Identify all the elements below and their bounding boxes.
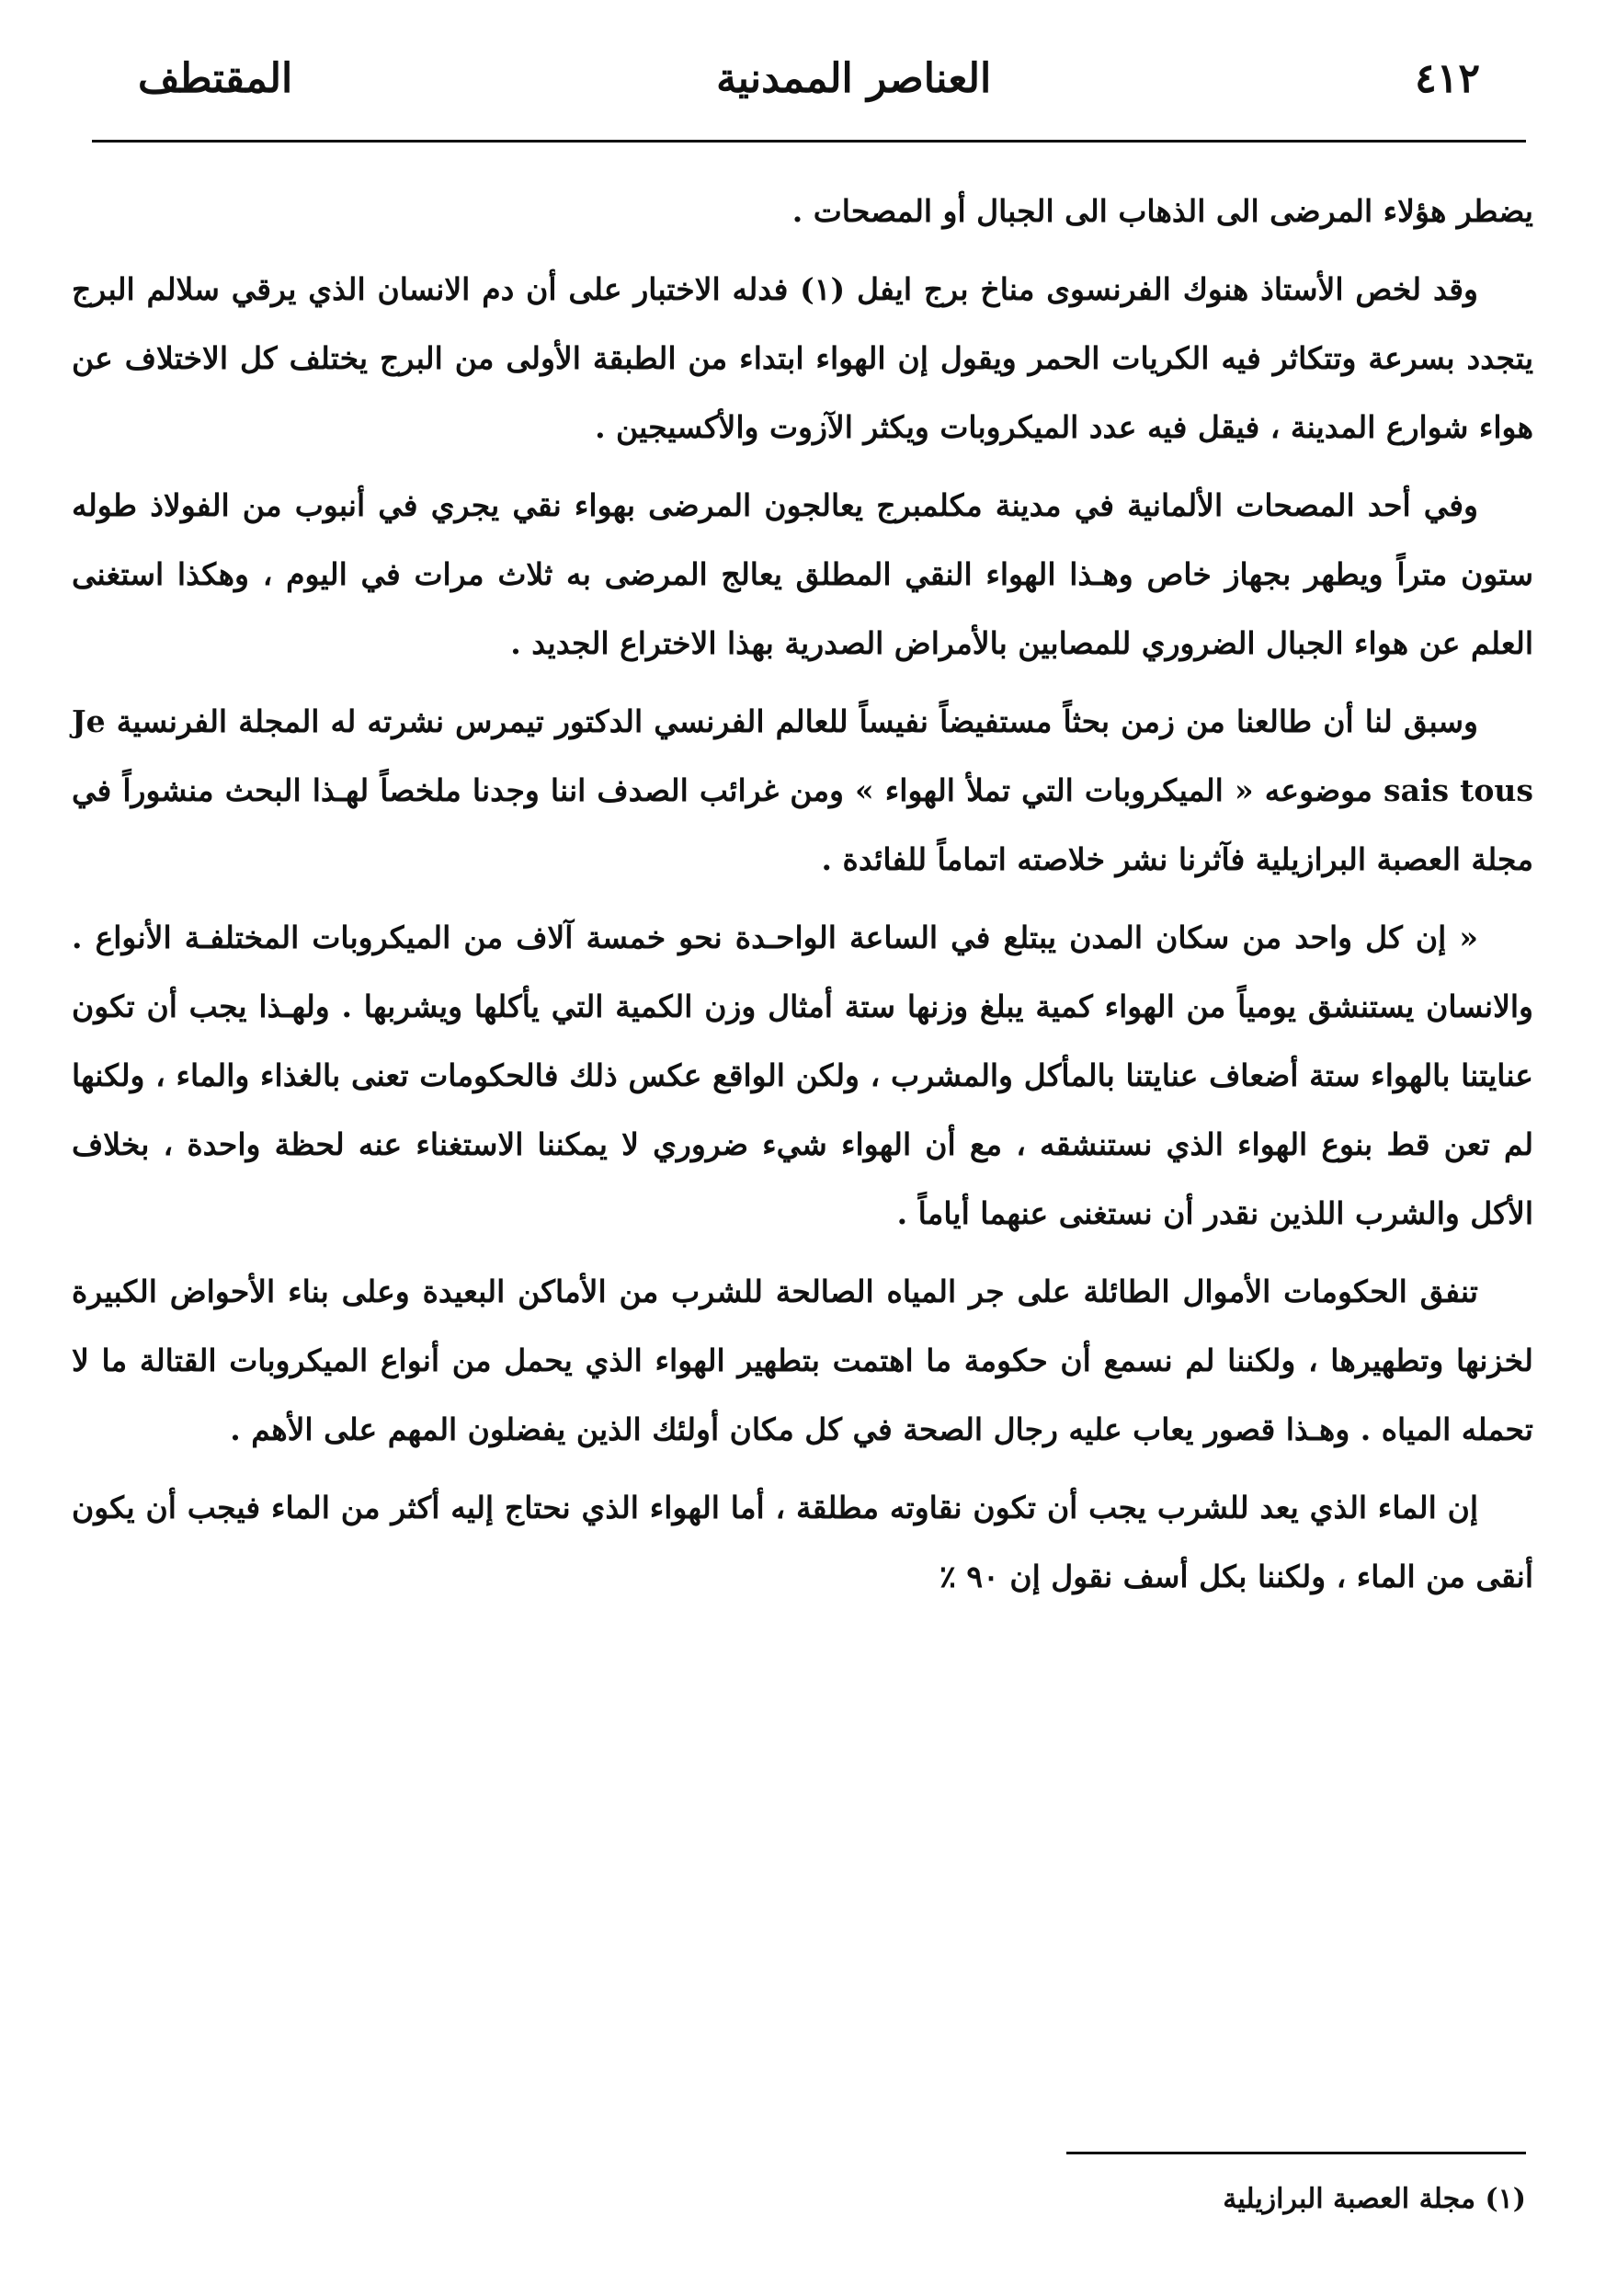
body-text [72,177,1533,1620]
paragraph-1: يضطر هؤلاء المرضى الى الذهاب الى الجبال أو المصحات . [791,193,1533,229]
header-divider [92,140,1526,143]
paragraph-6: تنفق الحكومات الأموال الطائلة على جر المياه الصالحة للشرب من الأماكن البعيدة وعلى بناء الأحواض الكبيرة لخزنها وتطهيرها ، ولكننا لم نسمع أن حكومة ما اهتمت بتطهير الهواء الذي يحمل من أنواع الميكروبات القتالة ما لا تحمله المياه . وهـذا قصور يعاب عليه رجال الصحة في كل مكان أولئك الذين يفضلون المهم على الأهم . [72,1274,1533,1447]
paragraph-5: « إن كل واحد من سكان المدن يبتلع في الساعة الواحـدة نحو خمسة آلاف من الميكروبات المختلفـة الأنواع . والانسان يستنشق يومياً من الهواء كمية يبلغ وزنها ستة أمثال وزن الكمية التي يأكلها ويشربها . ولهـذا يجب أن تكون عنايتنا بالهواء ستة أضعاف عنايتنا بالمأكل والمشرب ، ولكن الواقع عكس ذلك فالحكومات تعنى بالغذاء والماء ، ولكنها لم تعن قط بنوع الهواء الذي نستنشقه ، مع أن الهواء شيء ضروري لا يمكننا الاستغناء عنه لحظة واحدة ، بخلاف الأكل والشرب اللذين نقدر أن نستغنى عنهما أياماً . [72,920,1533,1231]
journal-name: المقتطف [138,54,293,102]
footnote: (١) مجلة العصبة البرازيلية [1223,2183,1526,2215]
footnote-divider [1066,2152,1526,2154]
paragraph-2: وقد لخص الأستاذ هنوك الفرنسوى مناخ برج ايفل (١) فدله الاختبار على أن دم الانسان الذي يرقي سلالم البرج يتجدد بسرعة وتتكاثر فيه الكريات الحمر ويقول إن الهواء ابتداء من الطبقة الأولى من البرج يختلف كل الاختلاف عن هواء شوارع المدينة ، فيقل فيه عدد الميكروبات ويكثر الآزوت والأكسيجين . [72,271,1533,445]
running-header [138,46,1480,110]
article-title: العناصر الممدنية [716,54,992,102]
paragraph-4: وسبق لنا أن طالعنا من زمن بحثاً مستفيضاً نفيساً للعالم الفرنسي الدكتور تيمرس نشرته له المجلة الفرنسية Je sais tous موضوعه « الميكروبات التي تملأ الهواء » ومن غرائب الصدف اننا وجدنا ملخصاً لهـذا البحث منشوراً في مجلة العصبة البرازيلية فآثرنا نشر خلاصته اتماماً للفائدة . [72,703,1533,877]
paragraph-7: إن الماء الذي يعد للشرب يجب أن تكون نقاوته مطلقة ، أما الهواء الذي نحتاج إليه أكثر من الماء فيجب أن يكون أنقى من الماء ، ولكننا بكل أسف نقول إن ٩٠ ٪ [72,1490,1533,1594]
page-number: ٤١٢ [1415,54,1480,102]
paragraph-3: وفي أحد المصحات الألمانية في مدينة مكلمبرج يعالجون المرضى بهواء نقي يجري في أنبوب من الفولاذ طوله ستون متراً ويطهر بجهاز خاص وهـذا الهواء النقي المطلق يعالج المرضى به ثلاث مرات في اليوم ، وهكذا استغنى العلم عن هواء الجبال الضروري للمصابين بالأمراض الصدرية بهذا الاختراع الجديد . [72,487,1533,661]
